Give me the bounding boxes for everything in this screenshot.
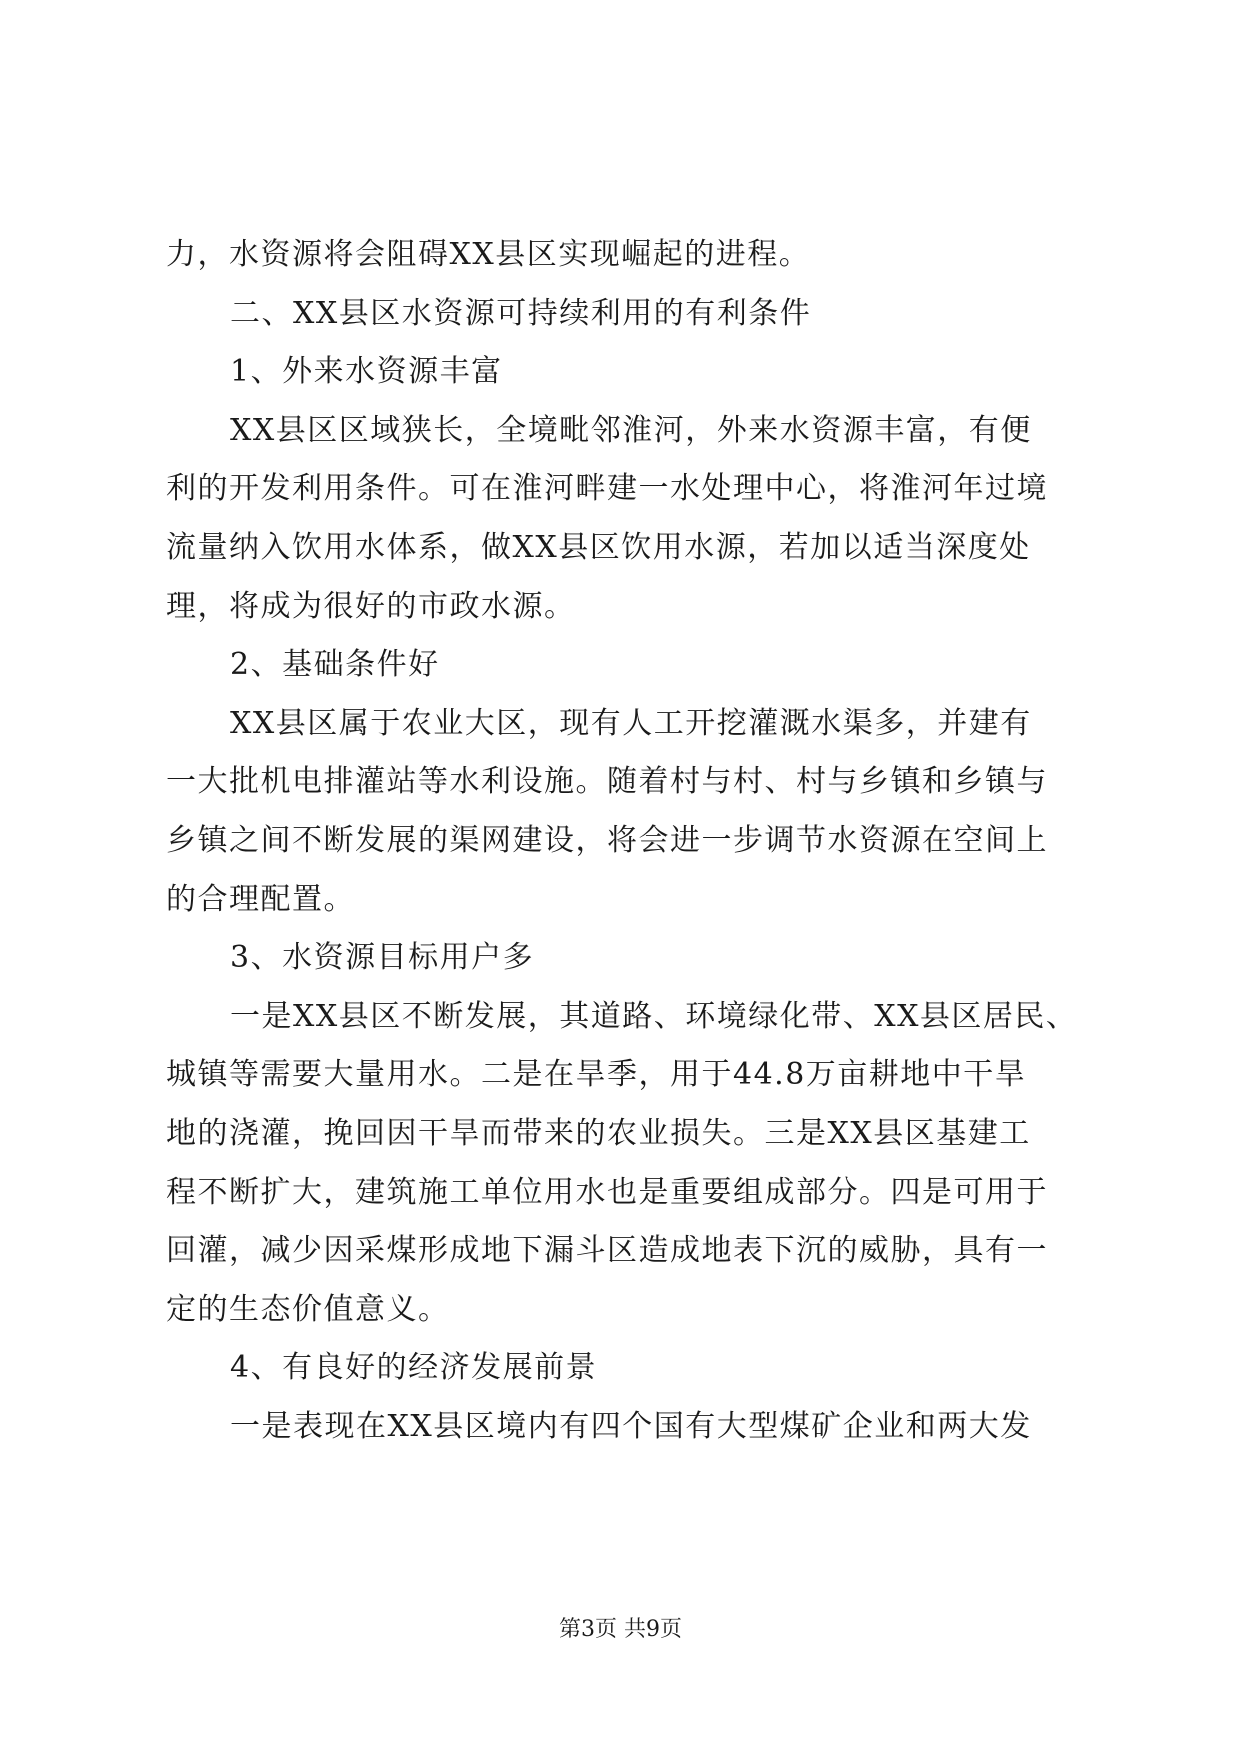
- text-line: 一大批机电排灌站等水利设施。随着村与村、村与乡镇和乡镇与: [166, 764, 1048, 800]
- text-line: 力，水资源将会阻碍XX县区实现崛起的进程。: [166, 237, 811, 272]
- text-line: 一是XX县区不断发展，其道路、环境绿化带、XX县区居民、: [230, 998, 1078, 1034]
- text-line: 程不断扩大，建筑施工单位用水也是重要组成部分。四是可用于: [166, 1174, 1048, 1210]
- text-line: 一是表现在XX县区境内有四个国有大型煤矿企业和两大发: [230, 1408, 1032, 1444]
- text-line: XX县区属于农业大区，现有人工开挖灌溉水渠多，并建有: [230, 705, 1032, 741]
- subsection-heading: 4、有良好的经济发展前景: [230, 1350, 598, 1386]
- subsection-heading: 1、外来水资源丰富: [230, 354, 503, 390]
- text-line: 流量纳入饮用水体系，做XX县区饮用水源，若加以适当深度处: [166, 529, 1031, 565]
- text-line: 理，将成为很好的市政水源。: [166, 588, 576, 624]
- text-line: XX县区区域狭长，全境毗邻淮河，外来水资源丰富，有便: [230, 412, 1032, 448]
- text-line: 定的生态价值意义。: [166, 1291, 450, 1327]
- text-line: 地的浇灌，挽回因干旱而带来的农业损失。三是XX县区基建工: [166, 1115, 1031, 1151]
- text-line: 城镇等需要大量用水。二是在旱季，用于44.8万亩耕地中干旱: [166, 1057, 1027, 1093]
- text-line: 回灌，减少因采煤形成地下漏斗区造成地表下沉的威胁，具有一: [166, 1233, 1048, 1269]
- text-line: 的合理配置。: [166, 881, 355, 917]
- text-line: 乡镇之间不断发展的渠网建设，将会进一步调节水资源在空间上: [166, 822, 1048, 858]
- page-number-footer: 第3页 共9页: [559, 1617, 682, 1642]
- subsection-heading: 2、基础条件好: [230, 647, 440, 683]
- subsection-heading: 3、水资源目标用户多: [230, 940, 535, 976]
- section-heading: 二、XX县区水资源可持续利用的有利条件: [230, 295, 812, 331]
- document-body: [166, 226, 1076, 1456]
- text-line: 利的开发利用条件。可在淮河畔建一水处理中心，将淮河年过境: [166, 471, 1048, 507]
